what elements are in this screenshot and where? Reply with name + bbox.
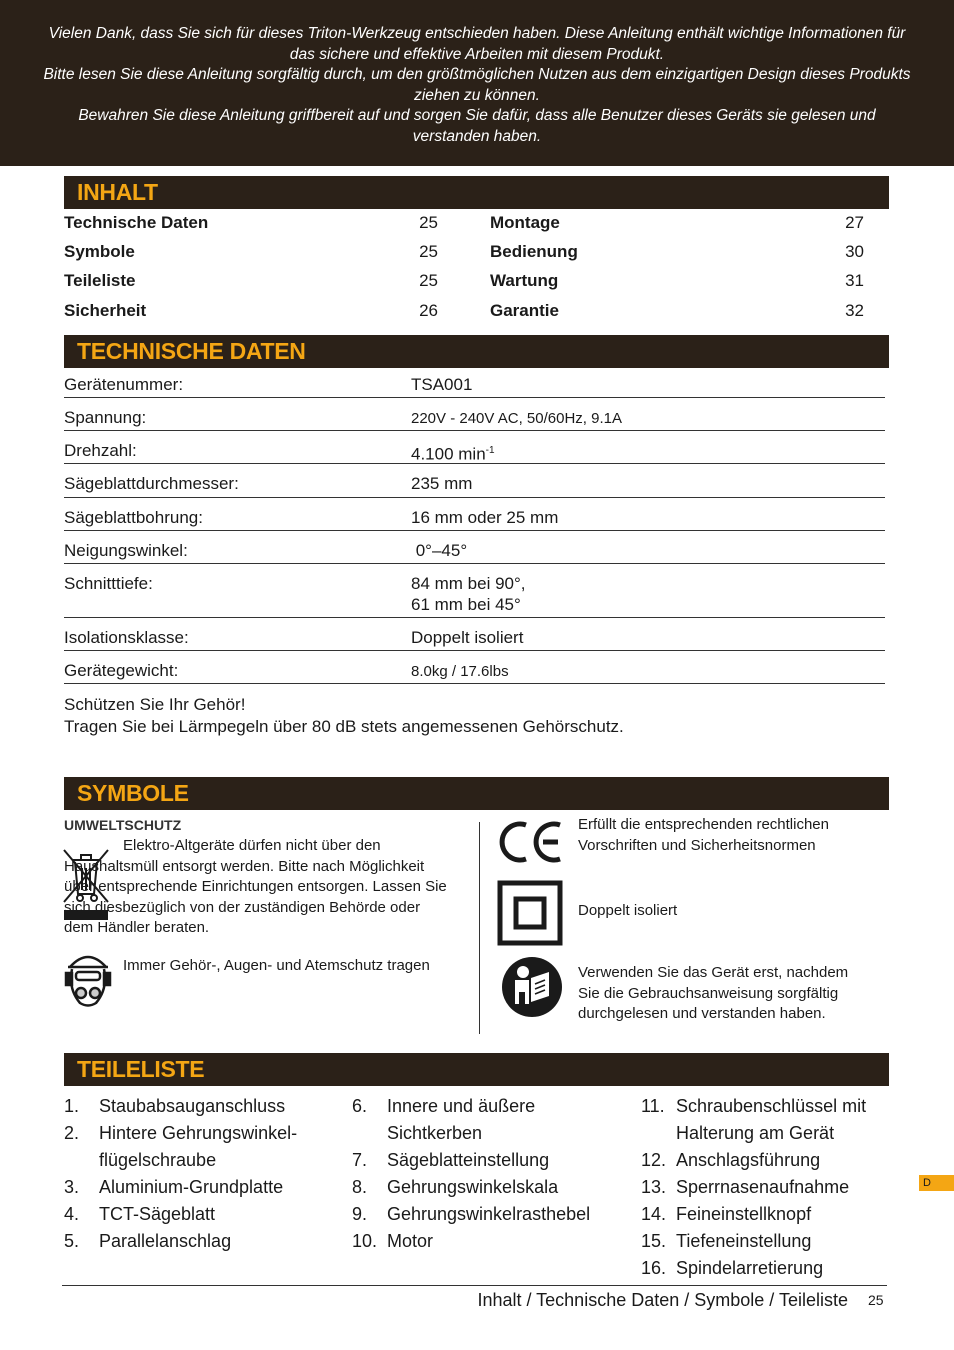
- parts-label: Feineinstellknopf: [676, 1204, 812, 1224]
- parts-label: Staubabsauganschluss: [99, 1096, 286, 1116]
- parts-item: [64, 1120, 309, 1174]
- parts-number: 14.: [641, 1204, 667, 1224]
- page-number: 25: [868, 1292, 884, 1308]
- parts-label: Sägeblatteinstellung: [387, 1150, 550, 1170]
- spec-row: [64, 375, 885, 398]
- hearing-note-text: Tragen Sie bei Lärmpegeln über 80 dB stets angemessenen Gehörschutz.: [64, 717, 624, 736]
- intro-line-2: Bitte lesen Sie diese Anleitung sorgfältig durch, um den größtmöglichen Nutzen aus dem einzigartigen Design dieses Produkts ziehen zu können.: [43, 66, 911, 104]
- parts-label: Tiefeneinstellung: [676, 1231, 812, 1251]
- parts-number: 13.: [641, 1177, 667, 1197]
- toc-page: 27: [845, 213, 864, 232]
- parts-number: 2.: [64, 1123, 80, 1143]
- parts-item: [641, 1174, 881, 1201]
- parts-item: [64, 1201, 309, 1228]
- footer-breadcrumb: Inhalt / Technische Daten / Symbole / Teileliste: [477, 1290, 848, 1310]
- ce-mark-icon: [498, 819, 564, 865]
- toc-item-bedienung[interactable]: Bedienung: [490, 242, 578, 261]
- parts-label: Motor: [387, 1231, 434, 1251]
- parts-label: Spindelarretierung: [676, 1258, 824, 1278]
- teileliste-heading: TEILELISTE: [64, 1053, 889, 1086]
- spec-row: [64, 661, 885, 684]
- spec-row: [64, 474, 885, 498]
- footer-divider: [62, 1285, 887, 1286]
- language-tab: D: [919, 1175, 954, 1191]
- spec-label: Sägeblattdurchmesser:: [64, 474, 239, 493]
- umweltschutz-heading: UMWELTSCHUTZ: [64, 817, 182, 833]
- parts-number: 16.: [641, 1258, 667, 1278]
- column-divider: [479, 822, 480, 1034]
- spec-row: [64, 541, 885, 564]
- symbole-heading: SYMBOLE: [64, 777, 889, 810]
- parts-number: 5.: [64, 1231, 80, 1251]
- spec-label: Drehzahl:: [64, 441, 137, 460]
- parts-label: TCT-Sägeblatt: [99, 1204, 216, 1224]
- spec-value-sup: -1: [485, 445, 495, 456]
- parts-column-3: [641, 1093, 881, 1282]
- parts-item: [352, 1201, 597, 1228]
- toc-page: 25: [419, 271, 438, 290]
- parts-label: Schraubenschlüssel mit Halterung am Gerät: [676, 1096, 867, 1143]
- parts-number: 10.: [352, 1231, 378, 1251]
- spec-label: Isolationsklasse:: [64, 628, 189, 647]
- parts-item: [641, 1147, 881, 1174]
- toc-item-technische-daten[interactable]: Technische Daten: [64, 213, 209, 232]
- parts-number: 6.: [352, 1096, 368, 1116]
- toc-page: 26: [419, 301, 438, 320]
- spec-label: Sägeblattbohrung:: [64, 508, 203, 527]
- spec-value: 84 mm bei 90°,: [411, 574, 526, 593]
- spec-label: Gerätegewicht:: [64, 661, 179, 680]
- toc-page: 30: [845, 242, 864, 261]
- parts-label: Gehrungswinkelrasthebel: [387, 1204, 591, 1224]
- parts-column-2: [352, 1093, 597, 1255]
- hearing-note-title: Schützen Sie Ihr Gehör!: [64, 695, 246, 714]
- spec-row: [64, 628, 885, 651]
- toc-page: 25: [419, 213, 438, 232]
- technische-daten-heading: TECHNISCHE DATEN: [64, 335, 889, 368]
- parts-label: Anschlagsführung: [676, 1150, 821, 1170]
- parts-item: [64, 1093, 309, 1120]
- spec-label: Schnitttiefe:: [64, 574, 153, 593]
- parts-label: Gehrungswinkelskala: [387, 1177, 559, 1197]
- parts-item: [352, 1093, 597, 1147]
- spec-value: 61 mm bei 45°: [411, 595, 521, 614]
- read-manual-icon: [501, 956, 563, 1018]
- toc-item-sicherheit[interactable]: Sicherheit: [64, 301, 147, 320]
- spec-value: 220V - 240V AC, 50/60Hz, 9.1A: [411, 410, 622, 427]
- parts-item: [352, 1174, 597, 1201]
- parts-number: 15.: [641, 1231, 667, 1251]
- parts-label: Parallelanschlag: [99, 1231, 232, 1251]
- spec-value: 8.0kg / 17.6lbs: [411, 663, 509, 680]
- spec-row: [64, 408, 885, 431]
- spec-value-text: 4.100 min: [411, 444, 486, 464]
- parts-item: [352, 1228, 597, 1255]
- ppe-text: Immer Gehör-, Augen- und Atemschutz tragen: [123, 957, 430, 974]
- toc-item-garantie[interactable]: Garantie: [490, 301, 559, 320]
- intro-line-3: Bewahren Sie diese Anleitung griffbereit auf und sorgen Sie dafür, dass alle Benutzer dieses Geräts sie gelesen und verstanden haben.: [78, 107, 876, 145]
- spec-value: 0°–45°: [411, 541, 468, 560]
- parts-item: [64, 1228, 309, 1255]
- parts-number: 4.: [64, 1204, 80, 1224]
- parts-item: [352, 1147, 597, 1174]
- toc-item-montage[interactable]: Montage: [490, 213, 560, 232]
- parts-label: Hintere Gehrungswinkel-flügelschraube: [99, 1123, 298, 1170]
- spec-row: [64, 441, 885, 464]
- parts-number: 11.: [641, 1096, 665, 1116]
- parts-number: 7.: [352, 1150, 368, 1170]
- parts-number: 3.: [64, 1177, 80, 1197]
- spec-value: 16 mm oder 25 mm: [411, 508, 559, 527]
- toc-item-teileliste[interactable]: Teileliste: [64, 271, 136, 290]
- parts-number: 8.: [352, 1177, 368, 1197]
- parts-number: 12.: [641, 1150, 667, 1170]
- protective-equipment-icon: [64, 945, 112, 1009]
- parts-label: Aluminium-Grundplatte: [99, 1177, 284, 1197]
- inhalt-heading: INHALT: [64, 176, 889, 209]
- ce-text: Erfüllt die entsprechenden rechtlichen Vorschriften und Sicherheitsnormen: [578, 816, 829, 854]
- parts-item: [64, 1174, 309, 1201]
- spec-value: [411, 441, 495, 465]
- toc-item-symbole[interactable]: Symbole: [64, 242, 135, 261]
- parts-item: [641, 1093, 881, 1147]
- double-insulated-text: Doppelt isoliert: [578, 902, 678, 919]
- toc-page: 25: [419, 242, 438, 261]
- spec-label: Neigungswinkel:: [64, 541, 188, 560]
- parts-number: 1.: [64, 1096, 80, 1116]
- parts-item: [641, 1228, 881, 1255]
- spec-value: 235 mm: [411, 474, 473, 493]
- parts-label: Innere und äußere Sichtkerben: [387, 1096, 536, 1143]
- toc-page: 31: [845, 271, 864, 290]
- intro-banner: [0, 0, 954, 166]
- spec-label: Spannung:: [64, 408, 147, 427]
- double-insulated-icon: [497, 880, 563, 946]
- umweltschutz-text: Elektro-Altgeräte dürfen nicht über den Haushaltsmüll entsorgt werden. Bitte nach Möglichkeit über entsprechende Einrichtungen entsorgen. Lassen Sie sich diesbezüglich von der zuständigen Behörde oder dem Händler beraten.: [64, 837, 447, 936]
- spec-label: Gerätenummer:: [64, 375, 184, 394]
- parts-column-1: [64, 1093, 309, 1255]
- read-manual-text: Verwenden Sie das Gerät erst, nachdem Sie die Gebrauchsanweisung sorgfältig durchgelesen und verstanden haben.: [578, 964, 849, 1022]
- spec-row: [64, 508, 885, 531]
- spec-value: Doppelt isoliert: [411, 628, 524, 647]
- spec-row: [64, 574, 885, 618]
- parts-label: Sperrnasenaufnahme: [676, 1177, 850, 1197]
- parts-item: [641, 1201, 881, 1228]
- spec-value: TSA001: [411, 375, 473, 394]
- toc-item-wartung[interactable]: Wartung: [490, 271, 559, 290]
- intro-line-1: Vielen Dank, dass Sie sich für dieses Triton-Werkzeug entschieden haben. Diese Anleitung enthält wichtige Informationen für das sichere und effektive Arbeiten mit diesem Produkt.: [48, 25, 906, 63]
- toc-page: 32: [845, 301, 864, 320]
- parts-item: [641, 1255, 881, 1282]
- parts-number: 9.: [352, 1204, 368, 1224]
